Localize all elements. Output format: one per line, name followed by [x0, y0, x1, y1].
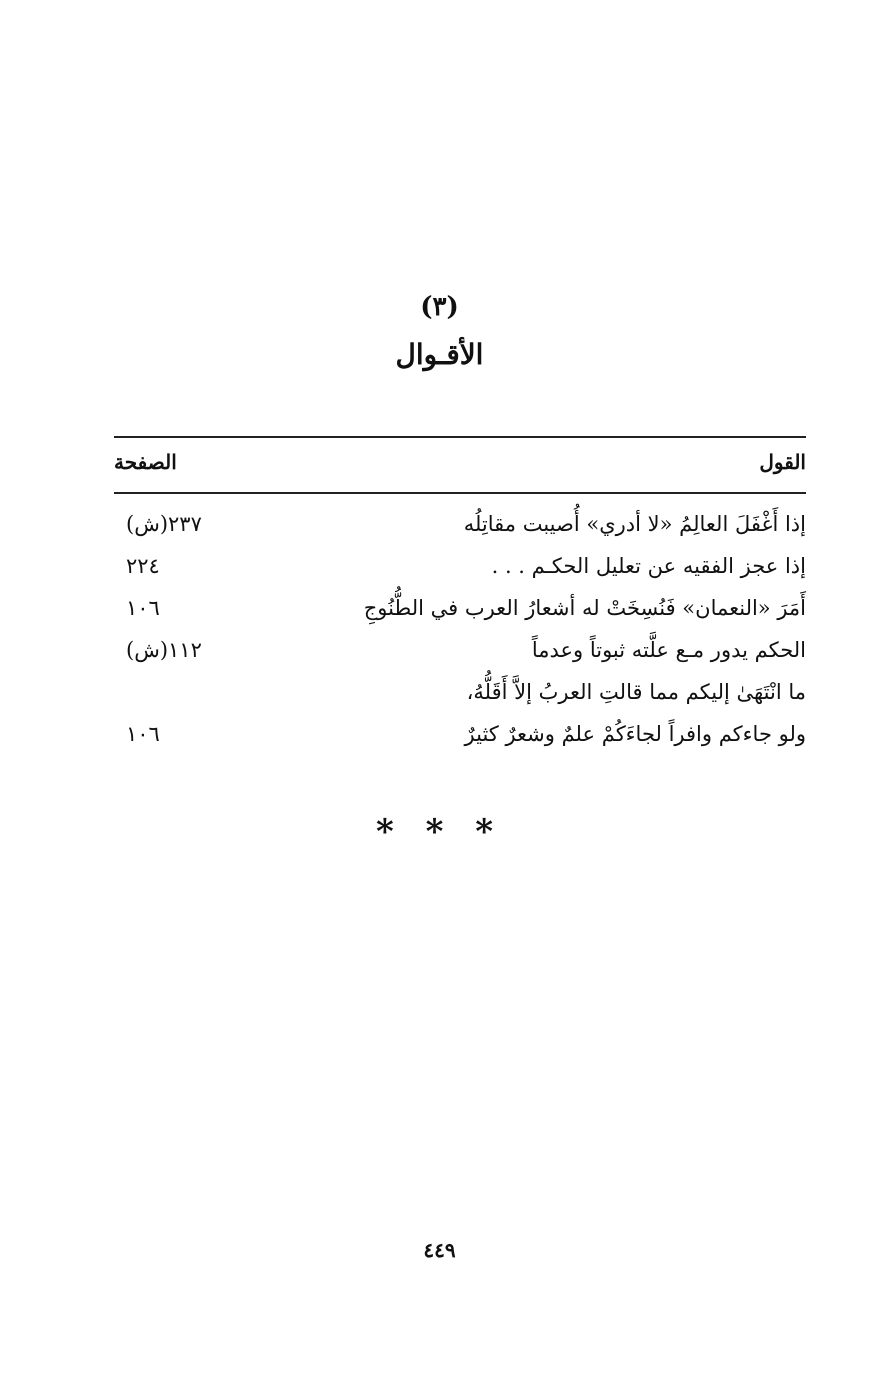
- section-end-ornament: * * *: [375, 812, 503, 852]
- page-reference: ٢٣٧(ش): [126, 512, 202, 536]
- page-reference: ١١٢(ش): [126, 638, 202, 662]
- saying-text: الحكم يدور مـع علَّته ثبوتاً وعدماً: [531, 638, 806, 662]
- sayings-list: [114, 508, 806, 760]
- page-reference: ٢٢٤: [126, 554, 160, 578]
- header-page: الصفحة: [114, 450, 177, 474]
- saying-text: ولو جاءكم وافراً لجاءَكُمْ علمٌ وشعرٌ كثيرٌ: [464, 722, 806, 746]
- page-number: ٤٤٩: [423, 1238, 456, 1262]
- table-row: [114, 676, 806, 718]
- section-number: (٣): [420, 292, 459, 322]
- table-top-rule: [114, 436, 806, 438]
- table-row: [114, 634, 806, 676]
- table-row: [114, 550, 806, 592]
- header-saying: القول: [759, 450, 806, 474]
- section-title: الأقـوال: [395, 338, 484, 371]
- page-reference: ١٠٦: [126, 722, 160, 746]
- saying-text: أَمَرَ «النعمان» فَنُسِخَتْ له أشعارُ العرب في الطُّنُوجِ: [363, 596, 806, 620]
- table-header: [114, 446, 806, 482]
- saying-text: إذا عجز الفقيه عن تعليل الحكـم . . .: [491, 554, 806, 578]
- table-row: [114, 592, 806, 634]
- table-row: [114, 508, 806, 550]
- table-row: [114, 718, 806, 760]
- saying-text: ما انْتَهَىٰ إليكم مما قالتِ العربُ إلاَّ أَقَلُّهُ،: [466, 680, 806, 704]
- page-reference: ١٠٦: [126, 596, 160, 620]
- table-header-rule: [114, 492, 806, 494]
- saying-text: إذا أَغْفَلَ العالِمُ «لا أدري» أُصيبت مقاتِلُه: [463, 512, 806, 536]
